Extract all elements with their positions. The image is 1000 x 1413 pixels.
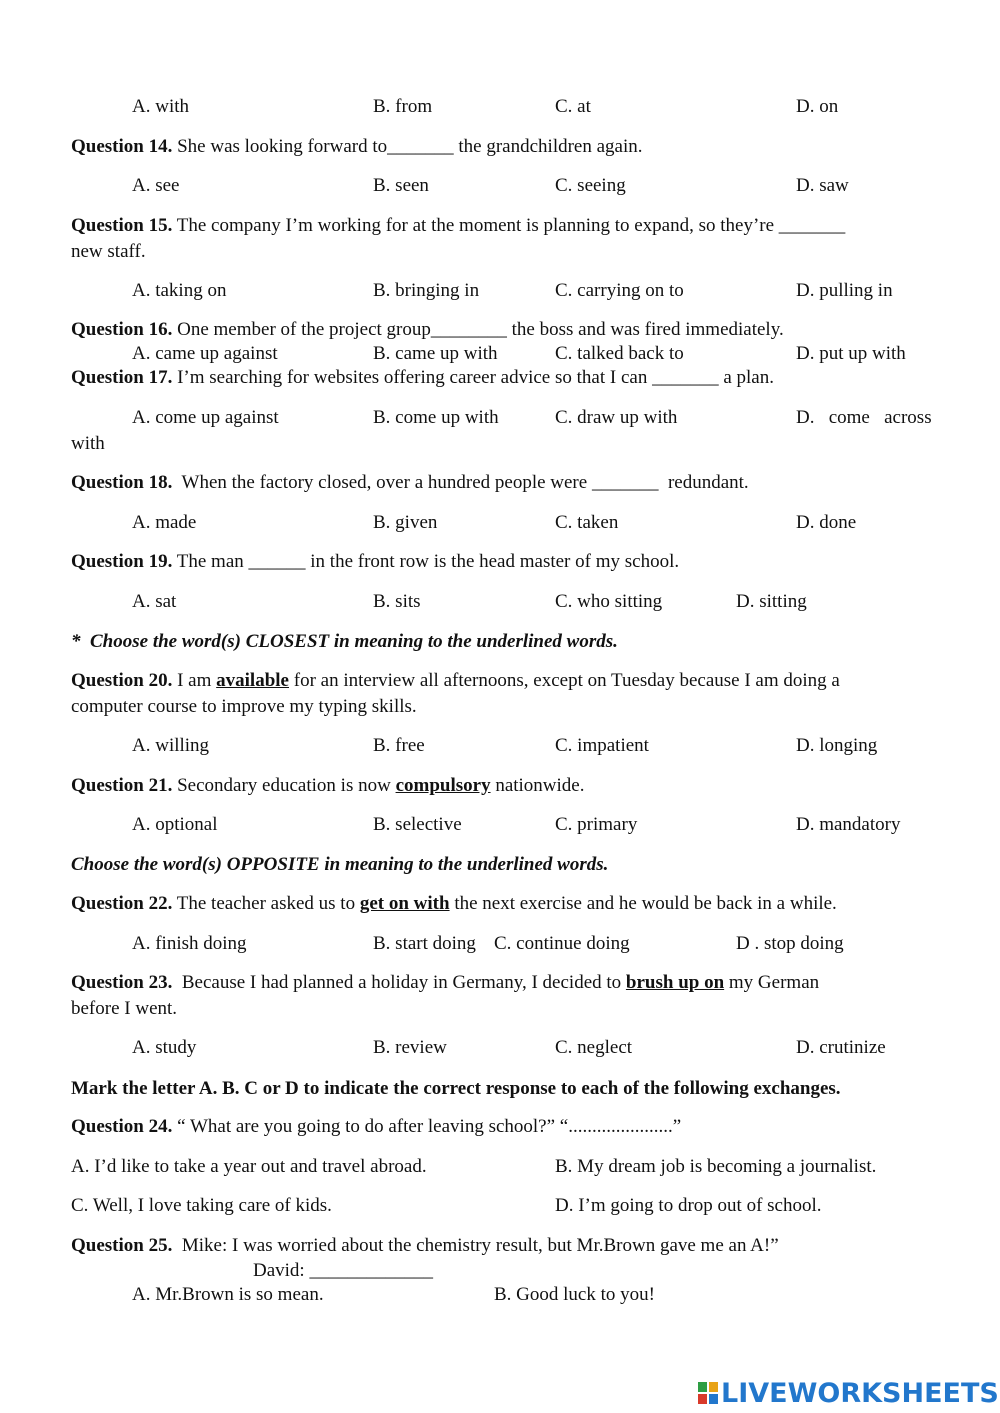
q22-option-b[interactable]: B. start doing (373, 933, 476, 954)
q21-option-c[interactable]: C. primary (555, 814, 638, 835)
q13-option-c[interactable]: C. at (555, 96, 591, 117)
q23-option-a[interactable]: A. study (132, 1037, 197, 1058)
q20-stem (71, 670, 840, 692)
q25-answer-blank[interactable]: _____________ (309, 1260, 433, 1281)
q14-stem (71, 136, 643, 158)
q25-stem (71, 1235, 779, 1257)
q13-option-a[interactable]: A. with (132, 96, 189, 117)
q17-option-d[interactable]: D. come across (796, 407, 932, 428)
q24-option-c[interactable]: C. Well, I love taking care of kids. (71, 1195, 332, 1216)
q23-option-d[interactable]: D. crutinize (796, 1037, 886, 1058)
q18-label: Question 18. (71, 472, 173, 493)
q16-option-d[interactable]: D. put up with (796, 343, 906, 364)
q20-post: for an interview all afternoons, except on Tuesday because I am doing a (289, 670, 840, 691)
q18-text: When the factory closed, over a hundred people were _______ redundant. (172, 472, 749, 493)
q19-label: Question 19. (71, 551, 173, 572)
q25-option-b[interactable]: B. Good luck to you! (494, 1284, 655, 1305)
q18-option-c[interactable]: C. taken (555, 512, 619, 533)
q13-option-d[interactable]: D. on (796, 96, 839, 117)
q22-label: Question 22. (71, 893, 173, 914)
q15-stem (71, 215, 845, 237)
q20-option-b[interactable]: B. free (373, 735, 425, 756)
q14-text: She was looking forward to_______ the grandchildren again. (172, 136, 643, 157)
q23-pre: Because I had planned a holiday in Germany, I decided to (172, 972, 626, 993)
q25-label: Question 25. (71, 1235, 173, 1256)
q22-underlined-phrase: get on with (359, 893, 450, 914)
q21-pre: Secondary education is now (172, 775, 396, 796)
q15-label: Question 15. (71, 215, 173, 236)
q22-option-d[interactable]: D . stop doing (736, 933, 844, 954)
q21-option-a[interactable]: A. optional (132, 814, 218, 835)
q14-label: Question 14. (71, 136, 173, 157)
q14-option-d[interactable]: D. saw (796, 175, 849, 196)
q16-option-c[interactable]: C. talked back to (555, 343, 684, 364)
q23-label: Question 23. (71, 972, 173, 993)
q24-text: “ What are you going to do after leaving school?” “......................” (172, 1116, 682, 1137)
q20-pre: I am (172, 670, 217, 691)
q24-option-a[interactable]: A. I’d like to take a year out and travel abroad. (71, 1156, 427, 1177)
q19-option-b[interactable]: B. sits (373, 591, 421, 612)
q19-option-c[interactable]: C. who sitting (555, 591, 663, 612)
q20-underlined-word: available (216, 670, 289, 691)
q16-option-b[interactable]: B. came up with (373, 343, 498, 364)
q25-text: Mike: I was worried about the chemistry result, but Mr.Brown gave me an A!” (172, 1235, 779, 1256)
q21-option-d[interactable]: D. mandatory (796, 814, 901, 835)
q21-label: Question 21. (71, 775, 173, 796)
q20-option-c[interactable]: C. impatient (555, 735, 649, 756)
q20-stem-line2: computer course to improve my typing skills. (71, 696, 417, 717)
q21-stem (71, 775, 585, 797)
q22-stem (71, 893, 837, 915)
q19-option-a[interactable]: A. sat (132, 591, 177, 612)
liveworksheets-logo-icon (697, 1381, 719, 1405)
q24-stem (71, 1116, 681, 1138)
q22-option-c[interactable]: C. continue doing (494, 933, 630, 954)
q20-label: Question 20. (71, 670, 173, 691)
q18-option-d[interactable]: D. done (796, 512, 857, 533)
q23-stem (71, 972, 819, 994)
q15-option-a[interactable]: A. taking on (132, 280, 227, 301)
q17-option-d-wrap: with (71, 433, 105, 454)
q22-pre: The teacher asked us to (172, 893, 360, 914)
section-exchanges-heading: Mark the letter A. B. C or D to indicate the correct response to each of the following exchanges. (71, 1078, 841, 1099)
section-opposite-heading: Choose the word(s) OPPOSITE in meaning to the underlined words. (71, 854, 609, 875)
q17-option-b[interactable]: B. come up with (373, 407, 499, 428)
q16-label: Question 16. (71, 319, 173, 340)
q23-option-b[interactable]: B. review (373, 1037, 447, 1058)
q24-label: Question 24. (71, 1116, 173, 1137)
q15-option-c[interactable]: C. carrying on to (555, 280, 684, 301)
q19-text: The man ______ in the front row is the head master of my school. (172, 551, 680, 572)
q14-option-a[interactable]: A. see (132, 175, 180, 196)
q21-option-b[interactable]: B. selective (373, 814, 462, 835)
q16-option-a[interactable]: A. came up against (132, 343, 278, 364)
liveworksheets-logo-text: LIVEWORKSHEETS (721, 1377, 999, 1409)
q21-post: nationwide. (490, 775, 585, 796)
q15-option-d[interactable]: D. pulling in (796, 280, 893, 301)
q16-text: One member of the project group________ the boss and was fired immediately. (172, 319, 784, 340)
q25-david-line (253, 1260, 433, 1282)
q15-option-b[interactable]: B. bringing in (373, 280, 480, 301)
q21-underlined-word: compulsory (395, 775, 491, 796)
q14-option-b[interactable]: B. seen (373, 175, 429, 196)
q20-option-d[interactable]: D. longing (796, 735, 878, 756)
liveworksheets-logo (697, 1378, 999, 1408)
q17-stem (71, 367, 774, 389)
q18-stem (71, 472, 749, 494)
q23-stem-line2: before I went. (71, 998, 178, 1019)
section-closest-heading: * Choose the word(s) CLOSEST in meaning to the underlined words. (71, 631, 618, 652)
q22-option-a[interactable]: A. finish doing (132, 933, 247, 954)
q17-label: Question 17. (71, 367, 173, 388)
q23-post: my German (724, 972, 820, 993)
q19-stem (71, 551, 679, 573)
q14-option-c[interactable]: C. seeing (555, 175, 626, 196)
q18-option-b[interactable]: B. given (373, 512, 438, 533)
q20-option-a[interactable]: A. willing (132, 735, 210, 756)
q25-david-label: David: (253, 1260, 310, 1281)
q17-option-a[interactable]: A. come up against (132, 407, 279, 428)
q22-post: the next exercise and he would be back in a while. (449, 893, 837, 914)
q15-text: The company I’m working for at the moment is planning to expand, so they’re _______ (172, 215, 846, 236)
q25-option-a[interactable]: A. Mr.Brown is so mean. (132, 1284, 324, 1305)
q23-option-c[interactable]: C. neglect (555, 1037, 633, 1058)
q23-underlined-phrase: brush up on (625, 972, 725, 993)
q17-text: I’m searching for websites offering career advice so that I can _______ a plan. (172, 367, 774, 388)
q15-stem-line2: new staff. (71, 241, 146, 262)
q13-option-b[interactable]: B. from (373, 96, 433, 117)
q16-stem (71, 319, 784, 341)
q24-option-d[interactable]: D. I’m going to drop out of school. (555, 1195, 822, 1216)
q18-option-a[interactable]: A. made (132, 512, 197, 533)
q17-option-c[interactable]: C. draw up with (555, 407, 678, 428)
q19-option-d[interactable]: D. sitting (736, 591, 807, 612)
q24-option-b[interactable]: B. My dream job is becoming a journalist. (555, 1156, 877, 1177)
